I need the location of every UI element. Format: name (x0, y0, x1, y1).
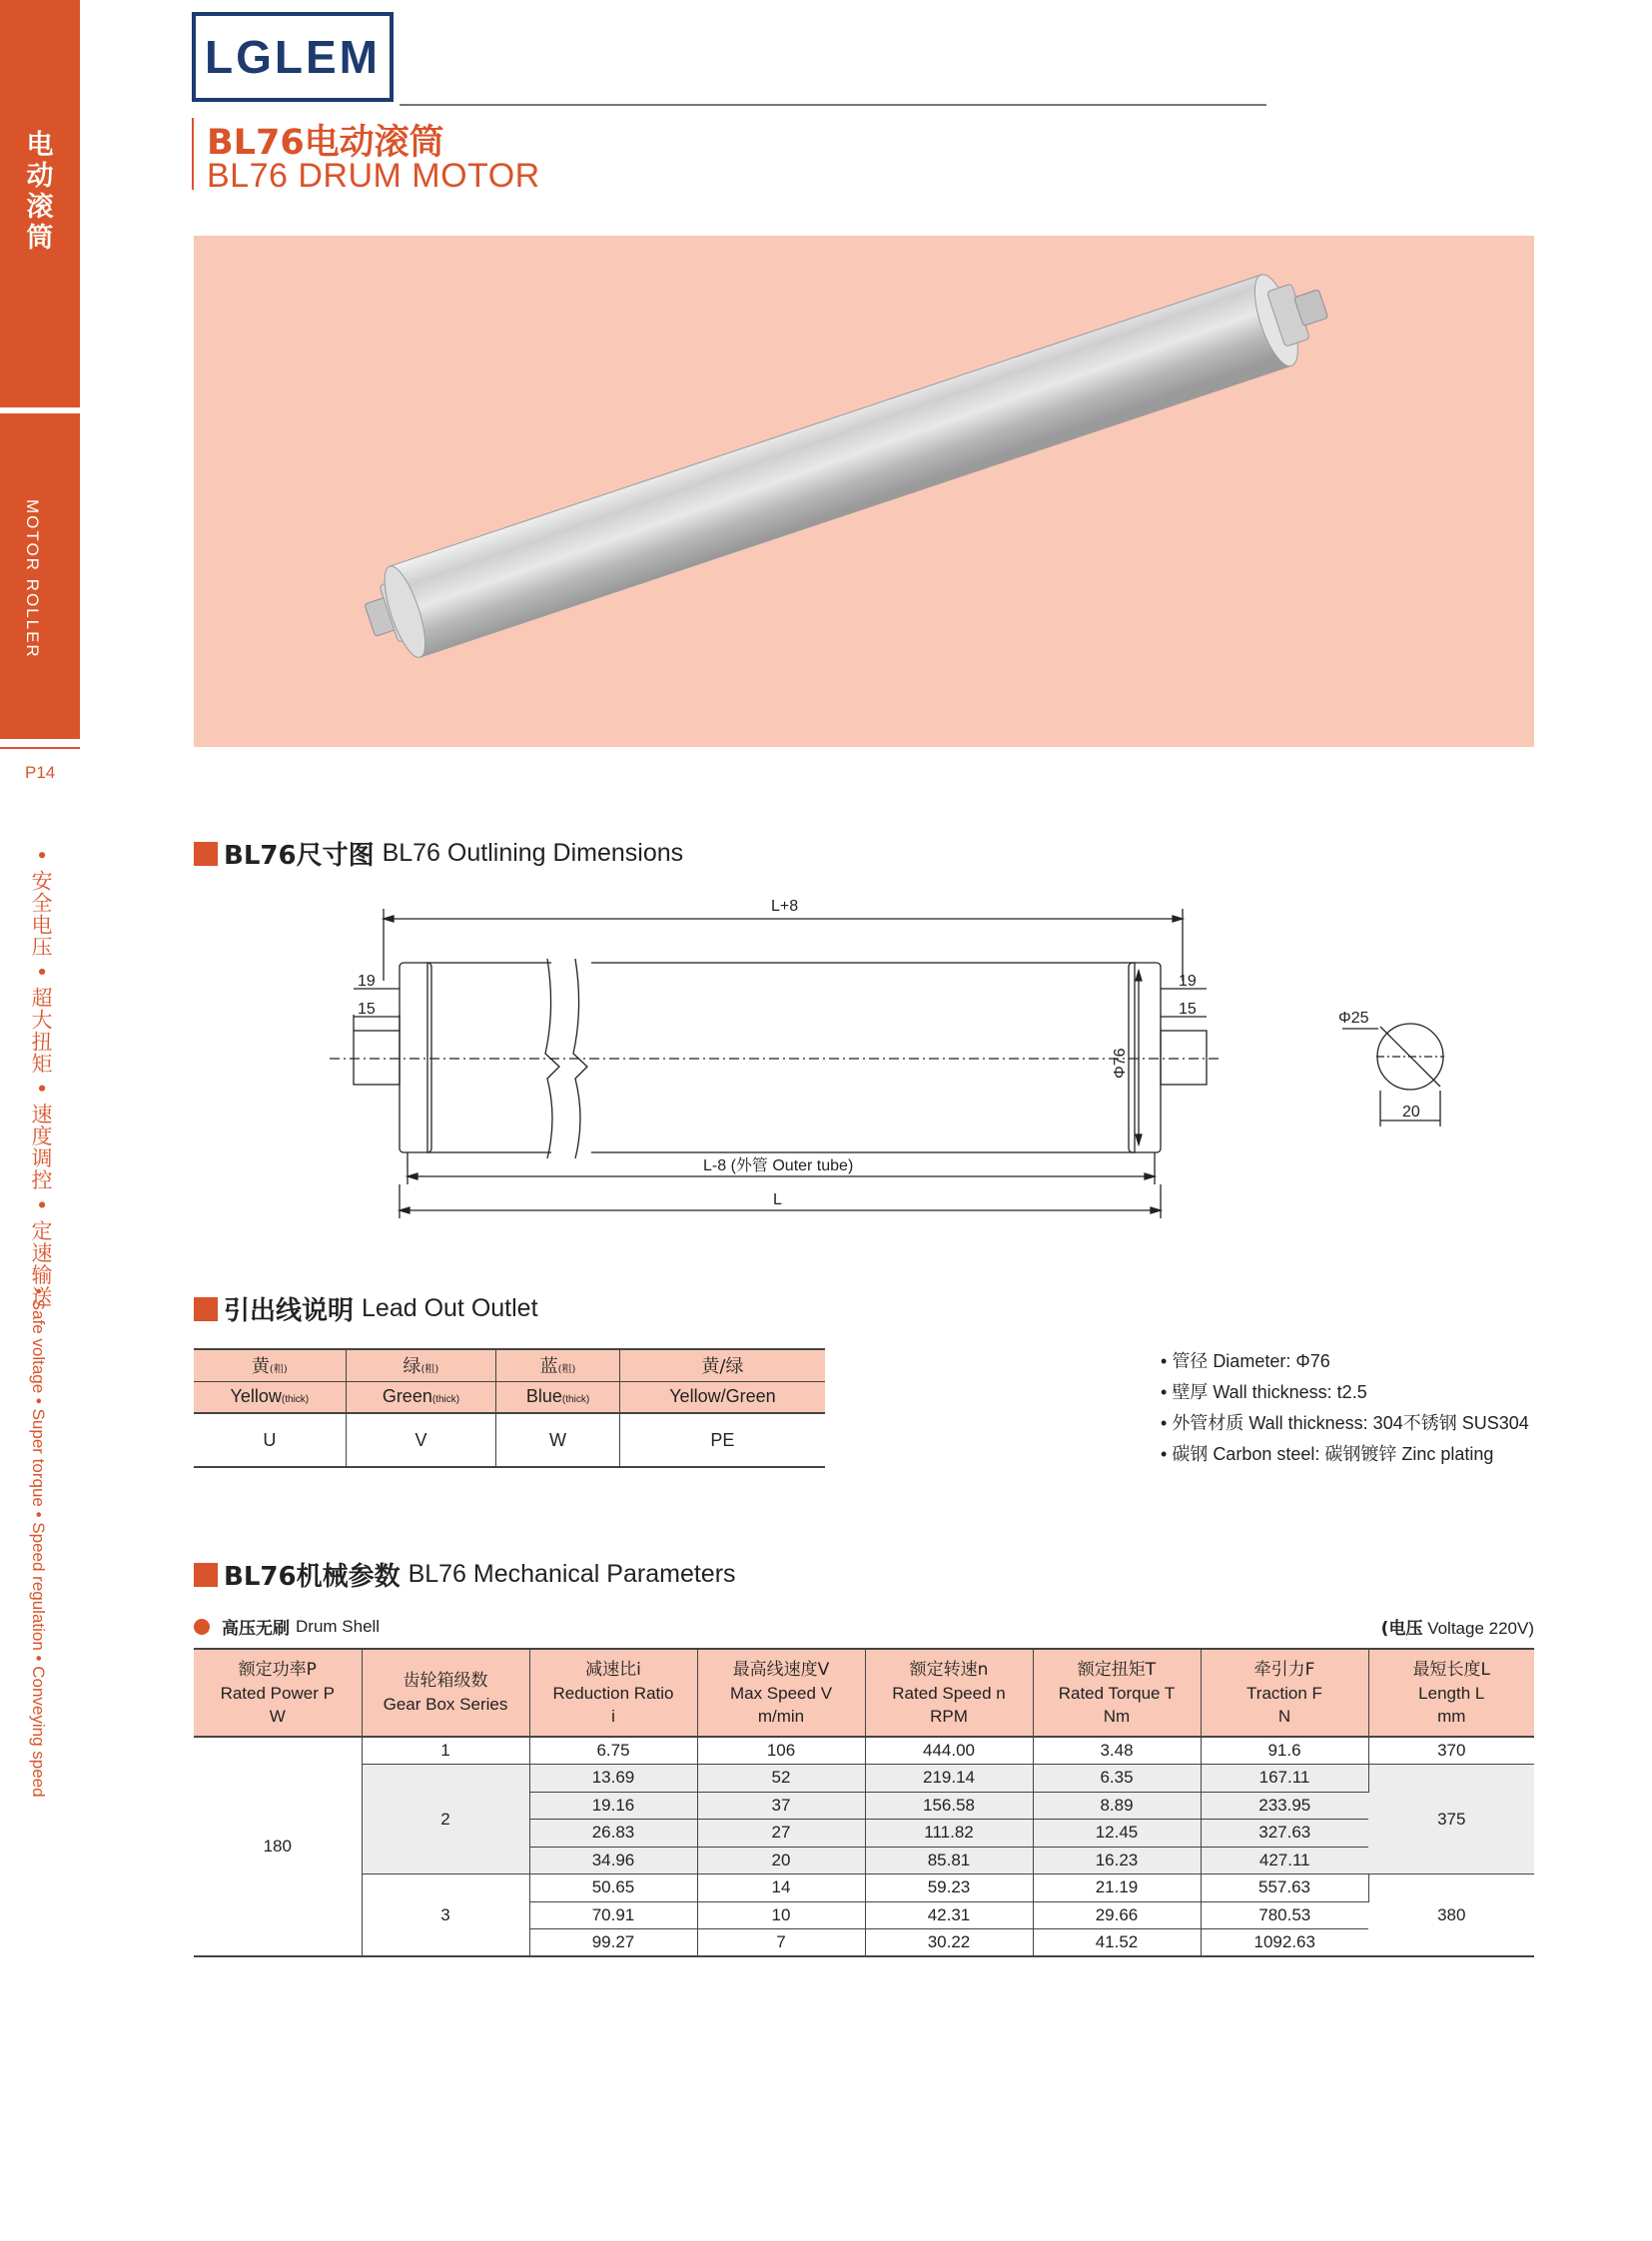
torque-cell: 29.66 (1033, 1901, 1201, 1929)
spec-note: • 管径 Diameter: Φ76 (1161, 1346, 1529, 1377)
lead-color-cn: 绿 (403, 1356, 421, 1378)
lead-color-cn: 黄 (251, 1356, 270, 1378)
spec-note: • 碳钢 Carbon steel: 碳钢镀锌 Zinc plating (1161, 1439, 1529, 1470)
section-dimensions-heading (194, 835, 683, 872)
ratio-cell: 99.27 (529, 1929, 697, 1957)
ratio-cell: 13.69 (529, 1765, 697, 1793)
lead-color-en: Green (382, 1386, 432, 1407)
traction-cell: 233.95 (1201, 1792, 1368, 1820)
table-header-row (194, 1649, 1534, 1737)
section-title-cn: BL76尺寸图 (224, 841, 375, 871)
torque-cell: 41.52 (1033, 1929, 1201, 1957)
logo-text: LGLEM (205, 31, 381, 83)
power-cell: 180 (194, 1737, 362, 1956)
speed-cell: 20 (697, 1847, 865, 1874)
ratio-cell: 19.16 (529, 1792, 697, 1820)
col-header-ratio: 减速比i Reduction Ratio i (529, 1649, 697, 1737)
rpm-cell: 156.58 (865, 1792, 1033, 1820)
length-cell: 370 (1368, 1737, 1534, 1765)
title-accent-bar (192, 118, 194, 190)
dim-l: L (773, 1191, 782, 1208)
traction-cell: 427.11 (1201, 1847, 1368, 1874)
lead-cell (346, 1381, 496, 1413)
ratio-cell: 70.91 (529, 1901, 697, 1929)
voltage-cn: (电压 (1380, 1619, 1423, 1639)
rpm-cell: 444.00 (865, 1737, 1033, 1765)
spec-note: • 外管材质 Wall thickness: 304不锈钢 SUS304 (1161, 1408, 1529, 1439)
ratio-cell: 50.65 (529, 1874, 697, 1902)
rpm-cell: 30.22 (865, 1929, 1033, 1957)
table-row (194, 1874, 1534, 1902)
speed-cell: 27 (697, 1820, 865, 1848)
drum-shell-label (194, 1614, 380, 1639)
dim-19-left: 19 (358, 973, 376, 990)
lead-phase: PE (619, 1413, 825, 1467)
traction-cell: 557.63 (1201, 1874, 1368, 1902)
lead-phase: U (194, 1413, 346, 1467)
lead-cell (194, 1349, 346, 1381)
col-header-traction: 牵引力F Traction F N (1201, 1649, 1368, 1737)
lead-cell (496, 1349, 620, 1381)
voltage-label (1381, 1614, 1534, 1639)
traction-cell: 91.6 (1201, 1737, 1368, 1765)
dimension-drawing-svg (320, 879, 1518, 1238)
dim-phi25: Φ25 (1338, 1010, 1369, 1027)
dim-l-minus-8: L-8 (外管 Outer tube) (703, 1157, 854, 1174)
traction-cell: 167.11 (1201, 1765, 1368, 1793)
dim-l-plus-8: L+8 (771, 898, 799, 915)
lead-color-cn: 蓝 (539, 1356, 558, 1378)
torque-cell: 3.48 (1033, 1737, 1201, 1765)
lead-color-en: Yellow/Green (669, 1386, 776, 1407)
lead-thick-en: (thick) (431, 1394, 460, 1406)
drum-shell-cn: 高压无刷 (222, 1619, 290, 1639)
col-header-rpm: 额定转速n Rated Speed n RPM (865, 1649, 1033, 1737)
lead-thick-cn: (粗) (557, 1364, 576, 1376)
lead-phase: W (496, 1413, 620, 1467)
torque-cell: 6.35 (1033, 1765, 1201, 1793)
length-cell: 380 (1368, 1874, 1534, 1957)
lead-cell (346, 1349, 496, 1381)
lead-color-en: Yellow (230, 1386, 282, 1407)
section-title-en: Lead Out Outlet (362, 1294, 538, 1322)
lead-cell (619, 1381, 825, 1413)
page-title-cn: BL76电动滚筒 (207, 123, 444, 163)
section-title-en: BL76 Mechanical Parameters (408, 1560, 736, 1588)
col-header-torque: 额定扭矩T Rated Torque T Nm (1033, 1649, 1201, 1737)
lead-row-cn (194, 1349, 825, 1381)
dim-15-left: 15 (358, 1001, 376, 1018)
section-marker (194, 842, 218, 866)
length-cell: 375 (1368, 1765, 1534, 1874)
page-title-en: BL76 DRUM MOTOR (207, 157, 540, 195)
sidebar-title-cn: 电动滚筒 (26, 130, 54, 254)
rpm-cell: 111.82 (865, 1820, 1033, 1848)
traction-cell: 327.63 (1201, 1820, 1368, 1848)
traction-cell: 1092.63 (1201, 1929, 1368, 1957)
speed-cell: 52 (697, 1765, 865, 1793)
dim-19-right: 19 (1179, 973, 1197, 990)
section-marker (194, 1563, 218, 1587)
gear-cell: 3 (362, 1874, 529, 1957)
torque-cell: 21.19 (1033, 1874, 1201, 1902)
gear-cell: 1 (362, 1737, 529, 1765)
header-rule (400, 104, 1266, 106)
dim-phi76: Φ76 (1112, 1048, 1129, 1079)
col-header-power: 额定功率P Rated Power P W (194, 1649, 362, 1737)
dimension-drawing (320, 879, 1518, 1243)
lead-cell (619, 1349, 825, 1381)
lead-thick-en: (thick) (281, 1394, 310, 1406)
sidebar-title-en: MOTOR ROLLER (23, 499, 42, 659)
dim-15-right: 15 (1179, 1001, 1197, 1018)
page-number: P14 (25, 763, 56, 782)
table-row (194, 1765, 1534, 1793)
rpm-cell: 219.14 (865, 1765, 1033, 1793)
sidebar-features-en: • Safe voltage • Super torque • Speed regulation • Conveying speed (29, 1288, 48, 1798)
section-marker (194, 1297, 218, 1321)
lead-cell (194, 1381, 346, 1413)
gear-cell: 2 (362, 1765, 529, 1874)
lead-color-en: Blue (525, 1386, 562, 1407)
brand-logo (192, 12, 394, 102)
spec-note: • 壁厚 Wall thickness: t2.5 (1161, 1377, 1529, 1408)
torque-cell: 12.45 (1033, 1820, 1201, 1848)
section-title-cn: BL76机械参数 (224, 1562, 401, 1592)
dim-20: 20 (1402, 1104, 1420, 1120)
lead-cell (496, 1381, 620, 1413)
lead-thick-cn: (粗) (420, 1364, 439, 1376)
col-header-length: 最短长度L Length L mm (1368, 1649, 1534, 1737)
speed-cell: 14 (697, 1874, 865, 1902)
lead-row-en (194, 1381, 825, 1413)
rpm-cell: 59.23 (865, 1874, 1033, 1902)
traction-cell: 780.53 (1201, 1901, 1368, 1929)
rpm-cell: 42.31 (865, 1901, 1033, 1929)
ratio-cell: 34.96 (529, 1847, 697, 1874)
lead-color-cn: 黄/绿 (701, 1356, 744, 1378)
speed-cell: 10 (697, 1901, 865, 1929)
section-mechanical-heading (194, 1556, 736, 1593)
bullet-dot-icon (194, 1619, 210, 1635)
product-hero (194, 236, 1534, 747)
speed-cell: 106 (697, 1737, 865, 1765)
speed-cell: 7 (697, 1929, 865, 1957)
drum-shell-en: Drum Shell (296, 1616, 381, 1636)
lead-out-table (194, 1348, 825, 1468)
ratio-cell: 6.75 (529, 1737, 697, 1765)
torque-cell: 16.23 (1033, 1847, 1201, 1874)
sidebar-divider (0, 747, 80, 749)
section-title-en: BL76 Outlining Dimensions (382, 839, 684, 867)
lead-row-phase (194, 1413, 825, 1467)
spec-notes (1161, 1346, 1529, 1470)
sidebar-features-cn: • 安全电压 • 超大扭矩 • 速度调控 • 定速输送 (29, 849, 53, 1308)
voltage-en: Voltage 220V) (1427, 1619, 1534, 1638)
torque-cell: 8.89 (1033, 1792, 1201, 1820)
col-header-speed: 最高线速度V Max Speed V m/min (697, 1649, 865, 1737)
lead-phase: V (346, 1413, 496, 1467)
lead-thick-en: (thick) (561, 1394, 590, 1406)
section-leadout-heading (194, 1290, 538, 1327)
ratio-cell: 26.83 (529, 1820, 697, 1848)
speed-cell: 37 (697, 1792, 865, 1820)
table-row (194, 1737, 1534, 1765)
lead-thick-cn: (粗) (269, 1364, 288, 1376)
section-title-cn: 引出线说明 (224, 1296, 355, 1326)
col-header-gearbox: 齿轮箱级数 Gear Box Series (362, 1649, 529, 1737)
drum-motor-illustration (194, 236, 1534, 747)
mechanical-parameters-table (194, 1648, 1534, 1957)
rpm-cell: 85.81 (865, 1847, 1033, 1874)
